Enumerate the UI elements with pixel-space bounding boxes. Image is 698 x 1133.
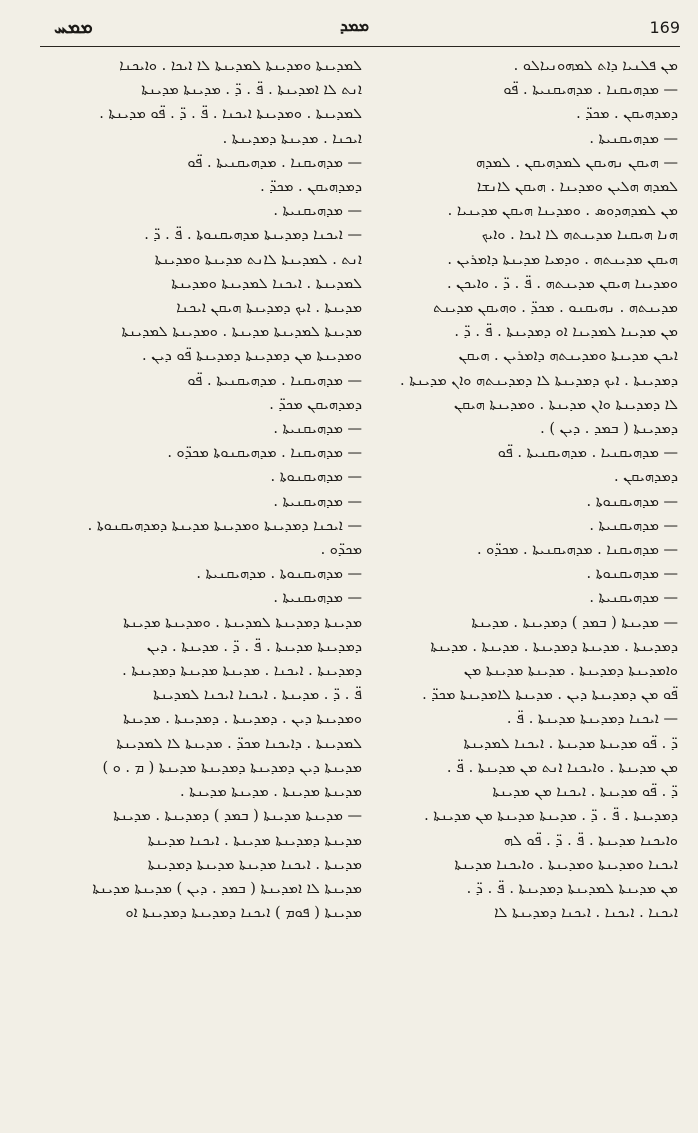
text-line: — ܡܕܗܝܩܢܝܬܐ . xyxy=(273,590,362,607)
text-line: ܡܕܝܢܬܐ . ܐܝܟܢܐ ܡܕܝܢܬܐ ܡܕܝܢܬܐ ܕܡܕܝܢܬܐ xyxy=(147,856,362,873)
text-line: ܐܝܟܢܐ . ܡܕܝܢܬܐ ܕܡܕܝܢܬܐ . xyxy=(222,130,362,147)
text-line: ܕܡܕܝܢܬܐ ( ܒܡܕ . ܕܝܢ ) . xyxy=(540,421,678,438)
text-line: — ܡܕܗܝܩܢܝܬܐ . xyxy=(589,517,678,534)
text-line: ܠܡܕܝܢܬܐ . ܘܡܕܝܢܬܐ ܐܝܟܢܐ . ܦ̈ . ܕ̈ . ܦ̈ܘ ܡܕܝܢܬܐ . xyxy=(99,106,362,123)
text-line: — ܡܕܗܝܩܢܘܬܐ . xyxy=(586,566,678,583)
header-rule xyxy=(40,46,680,47)
text-line: ܕܡܕܗܝܩܢ . xyxy=(614,469,678,486)
right-column xyxy=(372,54,678,1054)
text-line: ܡܕܝܢܬܐ ܡܕܝܢܬܐ . ܡܕܝܢܬܐ ܡܕܝܢܬܐ . xyxy=(179,784,362,801)
text-line: ܦ̈ . ܕ̈ . ܡܕܝܢܬܐ . ܐܝܟܢܐ ܐܝܟܢܐ ܠܡܕܝܢܬܐ xyxy=(153,687,362,704)
text-line: ܕܡܕܗܝܩܢ . ܡܟܕ̈ . xyxy=(260,179,362,196)
text-line: ܐܝܟܢ ܡܕܝܢܬܐ ܘܡܕܝܢܬܗ ܕܐܡܪܝܢ . ܗܝܩܢ xyxy=(458,348,678,365)
text-line: ܕܡܕܝܢܬܐ . ܡܕܝܢܬܐ ܕܡܕܝܢܬܐ . ܡܕܝܢܬܐ . ܡܕܝܢܬܐ xyxy=(430,638,678,655)
text-line: — ܐܝܟܢܐ ܕܡܕܝܢܬܐ ܘܡܕܝܢܬܐ ܡܕܝܢܬܐ ܕܡܕܗܝܩܢܘܬܐ . xyxy=(87,517,362,534)
text-line: — ܡܕܗܝܩܢܝܬܐ . xyxy=(273,203,362,220)
text-line: ܘܐܡܕܝܢܬܐ ܕܡܕܝܢܬܐ . ܡܕܝܢܬܐ ܡܕܝܢܬܐ ܡܢ xyxy=(463,663,678,680)
text-line: — ܡܕܗܝܩܢܝܬܐ . xyxy=(589,590,678,607)
text-line: ܡܕܝܢܬܐ ܠܡܕܝܢܬܐ ܡܕܝܢܬܐ . ܘܡܕܝܢܬܐ ܠܡܕܝܢܬܐ xyxy=(121,324,362,341)
text-line: ܠܡܕܝܢܬܐ . ܕܐܝܟܢܐ ܡܟܕ̈ . ܡܕܝܢܬܐ ܠܐ ܠܡܕܝܢܬܐ xyxy=(116,735,362,752)
text-line: — ܐܝܟܢܐ ܕܡܕܝܢܬܐ ܡܕܝܢܬܐ . ܦ̈ . xyxy=(506,711,678,728)
text-line: ܡܕܝܢܬܐ . ܐܝܟ ܕܡܕܝܢܬܐ ܗܝܩܢ ܐܝܟܢܐ xyxy=(176,300,362,317)
text-line: ܗܢܐ ܗܝܩܢܐ ܡܕܝܢܬܗ ܠܐ ܐܝܟܐ . ܘܐܝܟ xyxy=(481,227,678,244)
text-line: — ܡܕܗܝܩܢܐ . ܡܕܗܝܩܢܝܬܐ . ܦ̈ܘ xyxy=(187,372,362,389)
text-line: — ܡܕܗܝܩܢܝܐ . ܡܕܗܝܩܢܝܬܐ . ܦ̈ܘ xyxy=(497,445,678,462)
text-line: — ܗܝܩܢ ܢܗܝܩܢ ܠܡܕܗܝܩܢ . ܠܡܕܗ xyxy=(476,154,678,171)
text-line: ܘܡܕܝܢܬܐ ܕܝܢ . ܕܡܕܝܢܬܐ . ܕܡܕܝܢܬܐ . ܡܕܝܢܬܐ xyxy=(123,711,362,728)
text-line: — ܡܕܗܝܩܢܐ . ܡܕܗܝܩܢܝܬܐ . ܦ̈ܘ xyxy=(503,82,678,99)
text-line: — ܡܕܗܝܩܢܝܬܐ . xyxy=(273,421,362,438)
text-line: ܐܢܬ ܠܐ ܐܡܕܝܢܬܐ . ܦ̈ . ܕ̈ . ܡܕܝܢܬܐ ܡܕܝܢܬܐ xyxy=(141,82,362,99)
text-line: ܕܡܕܗܝܩܢ ܡܟܕ̈ . xyxy=(269,396,362,413)
text-line: ܘܡܕܝܢܐ ܗܝܩܢ ܡܕܝܢܬܗ . ܦ̈ . ܕ̈ . ܘܐܝܟܢ . xyxy=(446,275,678,292)
text-line: ܕܡܕܝܢܬܐ . ܐܝܟܢܐ . ܡܕܝܢܬܐ ܡܕܝܢܬܐ ܕܡܕܝܢܬܐ . xyxy=(122,663,362,680)
text-line: ܡܕܝܢܬܐ ܕܡܕܝܢܬܐ ܠܡܕܝܢܬܐ . ܘܡܕܝܢܬܐ ܡܕܝܢܬܐ xyxy=(123,614,362,631)
text-line: — ܡܕܝܢܬܐ ( ܒܡܕ ) ܕܡܕܝܢܬܐ . ܡܕܝܢܬܐ xyxy=(471,614,678,631)
text-line: ܡܕܝܢܬܐ ( ܦܘܡ ) ܐܝܟܢܐ ܕܡܕܝܢܬܐ ܕܡܕܝܢܬܐ ܐܘ xyxy=(125,905,362,922)
text-line: ܕ̈ . ܦ̈ܘ ܡܕܝܢܬܐ ܡܕܝܢܬܐ . ܐܝܟܢܐ ܠܡܕܝܢܬܐ xyxy=(463,735,678,752)
text-line: ܡܟܕ̈ܘ . xyxy=(320,542,362,559)
text-line: ܡܢ ܡܕܝܢܬܐ ܠܡܕܝܢܬܐ ܕܡܕܝܢܬܐ . ܦ̈ . ܕ̈ . xyxy=(466,880,678,897)
text-line: — ܡܕܗܝܩܢܝܬܐ . xyxy=(273,493,362,510)
running-title-left: ܡܡܚ xyxy=(54,16,93,38)
text-line: ܡܕܝܢܬܐ ܕܡܕܝܢܬܐ ܡܕܝܢܬܐ . ܐܝܟܢܐ ܡܕܝܢܬܐ xyxy=(147,832,362,849)
page-number: 169 xyxy=(649,18,680,37)
page-header xyxy=(40,12,680,42)
text-line: — ܡܕܗܝܩܢܝܬܐ . xyxy=(589,130,678,147)
text-line: — ܡܕܗܝܩܢܘܬܐ . ܡܕܗܝܩܢܝܬܐ . xyxy=(196,566,362,583)
text-line: ܠܐ ܕܡܕܝܢܬܐ ܘܐܢ ܡܕܝܢܬܐ . ܘܡܕܝܢܬܐ ܗܝܩܢ xyxy=(454,396,678,413)
text-line: — ܡܕܗܝܩܢܐ . ܡܕܗܝܩܢܝܬܐ . ܡܟܕ̈ܘ . xyxy=(476,542,678,559)
text-line: ܡܕܝܢܬܐ ܕܝܢ ܕܡܕܝܢܬܐ ܕܡܕܝܢܬܐ ܡܕܝܢܬܐ ( ܡ . ܘ ) xyxy=(102,759,362,776)
text-line: ܡܕܝܢܬܗ . ܢܗܝܩܢܘ . ܡܟܕ̈ . ܘܗܝܩܢ ܡܕܝܢܬ xyxy=(433,300,678,317)
text-line: ܕܡܕܝܢܬܐ . ܦ̈ . ܕ̈ . ܡܕܝܢܬܐ ܡܕܝܢܬܐ ܡܢ ܡܕܝܢܬܐ . xyxy=(424,808,678,825)
text-line: ܡܢ ܡܕܝܢܐ ܠܡܕܝܢܐ ܐܘ ܕܡܕܝܢܬܐ . ܦ̈ . ܕ̈ . xyxy=(454,324,678,341)
text-line: ܕܡܕܝܢܬܐ . ܐܝܟ ܕܡܕܝܢܬܐ ܠܐ ܕܡܕܝܢܬܗ ܘܐܢ ܡܕܝܢܬܐ . xyxy=(400,372,678,389)
text-line: ܠܡܕܗ ܗܠܝܢ ܘܡܕܝܢܐ . ܗܝܩܢ ܠܐܢܫܐ xyxy=(476,179,678,196)
text-line: ܠܡܕܝܢܬܐ . ܐܝܟܢܐ ܠܡܕܝܢܬܐ ܘܡܕܝܢܬܐ xyxy=(171,275,362,292)
text-line: — ܡܕܗܝܩܢܐ . ܡܕܗܝܩܢܘܬܐ ܡܟܕ̈ܘ . xyxy=(167,445,362,462)
text-line: — ܡܕܝܢܬܐ ܡܕܝܢܬܐ ( ܒܡܕ ) ܕܡܕܝܢܬܐ . ܡܕܝܢܬܐ xyxy=(113,808,362,825)
text-line: ܐܝܟܢܐ ܘܡܕܝܢܬܐ ܘܡܕܝܢܬܐ . ܘܐܝܟܢܐ ܡܕܝܢܬܐ xyxy=(454,856,678,873)
text-line: ܡܢ ܦܠܢܝܐ ܕܐܬ ܠܡܗܘܢܝܐܠܘ . xyxy=(513,58,678,74)
text-line: ܕܡܕܝܢܬܐ ܡܕܝܢܬܐ . ܦ̈ . ܕ̈ . ܡܕܝܢܬܐ . ܕܝܢ xyxy=(146,638,362,655)
text-line: ܘܐܝܟܢܐ ܡܕܝܢܬܐ . ܦ̈ . ܕ̈ . ܦ̈ܘ ܠܗ xyxy=(503,832,678,849)
text-line: ܕ̈ . ܦ̈ܘ ܡܕܝܢܬܐ . ܐܝܟܢܐ ܡܢ ܡܕܝܢܬܐ xyxy=(492,784,678,801)
running-title-center: ܡܡܕ xyxy=(340,16,370,35)
text-line: ܡܢ ܡܕܝܢܬܐ . ܘܐܝܟܢܐ ܐܢܬ ܡܢ ܡܕܝܢܬܐ . ܦ̈ . xyxy=(446,759,678,776)
text-line: ܘܡܕܝܢܬܐ ܡܢ ܕܡܕܝܢܬܐ ܕܡܕܝܢܬܐ ܦ̈ܘ ܕܝܢ . xyxy=(142,348,362,365)
text-line: ܐܢܬ . ܠܡܕܝܢܬܐ ܠܐܢܬ ܡܕܝܢܬܐ ܘܡܕܝܢܬܐ xyxy=(154,251,362,268)
text-line: — ܡܕܗܝܩܢܐ . ܡܕܗܝܩܢܝܬܐ . ܦ̈ܘ xyxy=(187,154,362,171)
text-line: — ܡܕܗܝܩܢܘܬܐ . xyxy=(270,469,362,486)
text-line: ܕܡܕܗܝܩܢ . ܡܟܕ̈ . xyxy=(576,106,678,123)
text-line: ܡܕܝܢܬܐ ܠܐ ܐܡܕܝܢܬܐ ( ܒܡܕ . ܕܝܢ ) ܡܕܝܢܬܐ ܡܕܝܢܬܐ xyxy=(92,880,362,897)
text-line: — ܡܕܗܝܩܢܘܬܐ . xyxy=(586,493,678,510)
text-line: — ܐܝܟܢܐ ܕܡܕܝܢܬܐ ܡܕܗܝܩܢܘܬܐ . ܦ̈ . ܕ̈ . xyxy=(144,227,362,244)
left-column xyxy=(56,54,362,1054)
text-line: ܦ̈ܘ ܡܢ ܕܡܕܝܢܬܐ ܕܝܢ . ܡܕܝܢܬܐ ܠܐܡܕܝܢܬܐ ܡܟܕ̈ . xyxy=(422,687,678,704)
text-line: ܡܢ ܠܡܕܗܕܘܣ . ܘܡܕܝܢܐ ܗܝܩܢ ܡܕܝܢܝܐ . xyxy=(447,203,678,220)
text-line: ܠܡܕܝܢܬܐ ܘܡܕܝܢܬܐ ܠܡܕܝܢܬܐ ܠܐ ܐܝܟܐ . ܘܐܝܟܢܐ xyxy=(119,58,362,74)
text-line: ܐܝܟܢܐ . ܐܝܟܢܐ . ܐܝܟܢܐ ܕܡܕܝܢܬܐ ܠܐ xyxy=(494,905,678,922)
text-line: ܗܝܩܢ ܡܕܝܢܬܗ . ܘܕܡܝܐ ܡܕܝܢܬܐ ܕܐܡܪܝܢ . xyxy=(447,251,678,268)
